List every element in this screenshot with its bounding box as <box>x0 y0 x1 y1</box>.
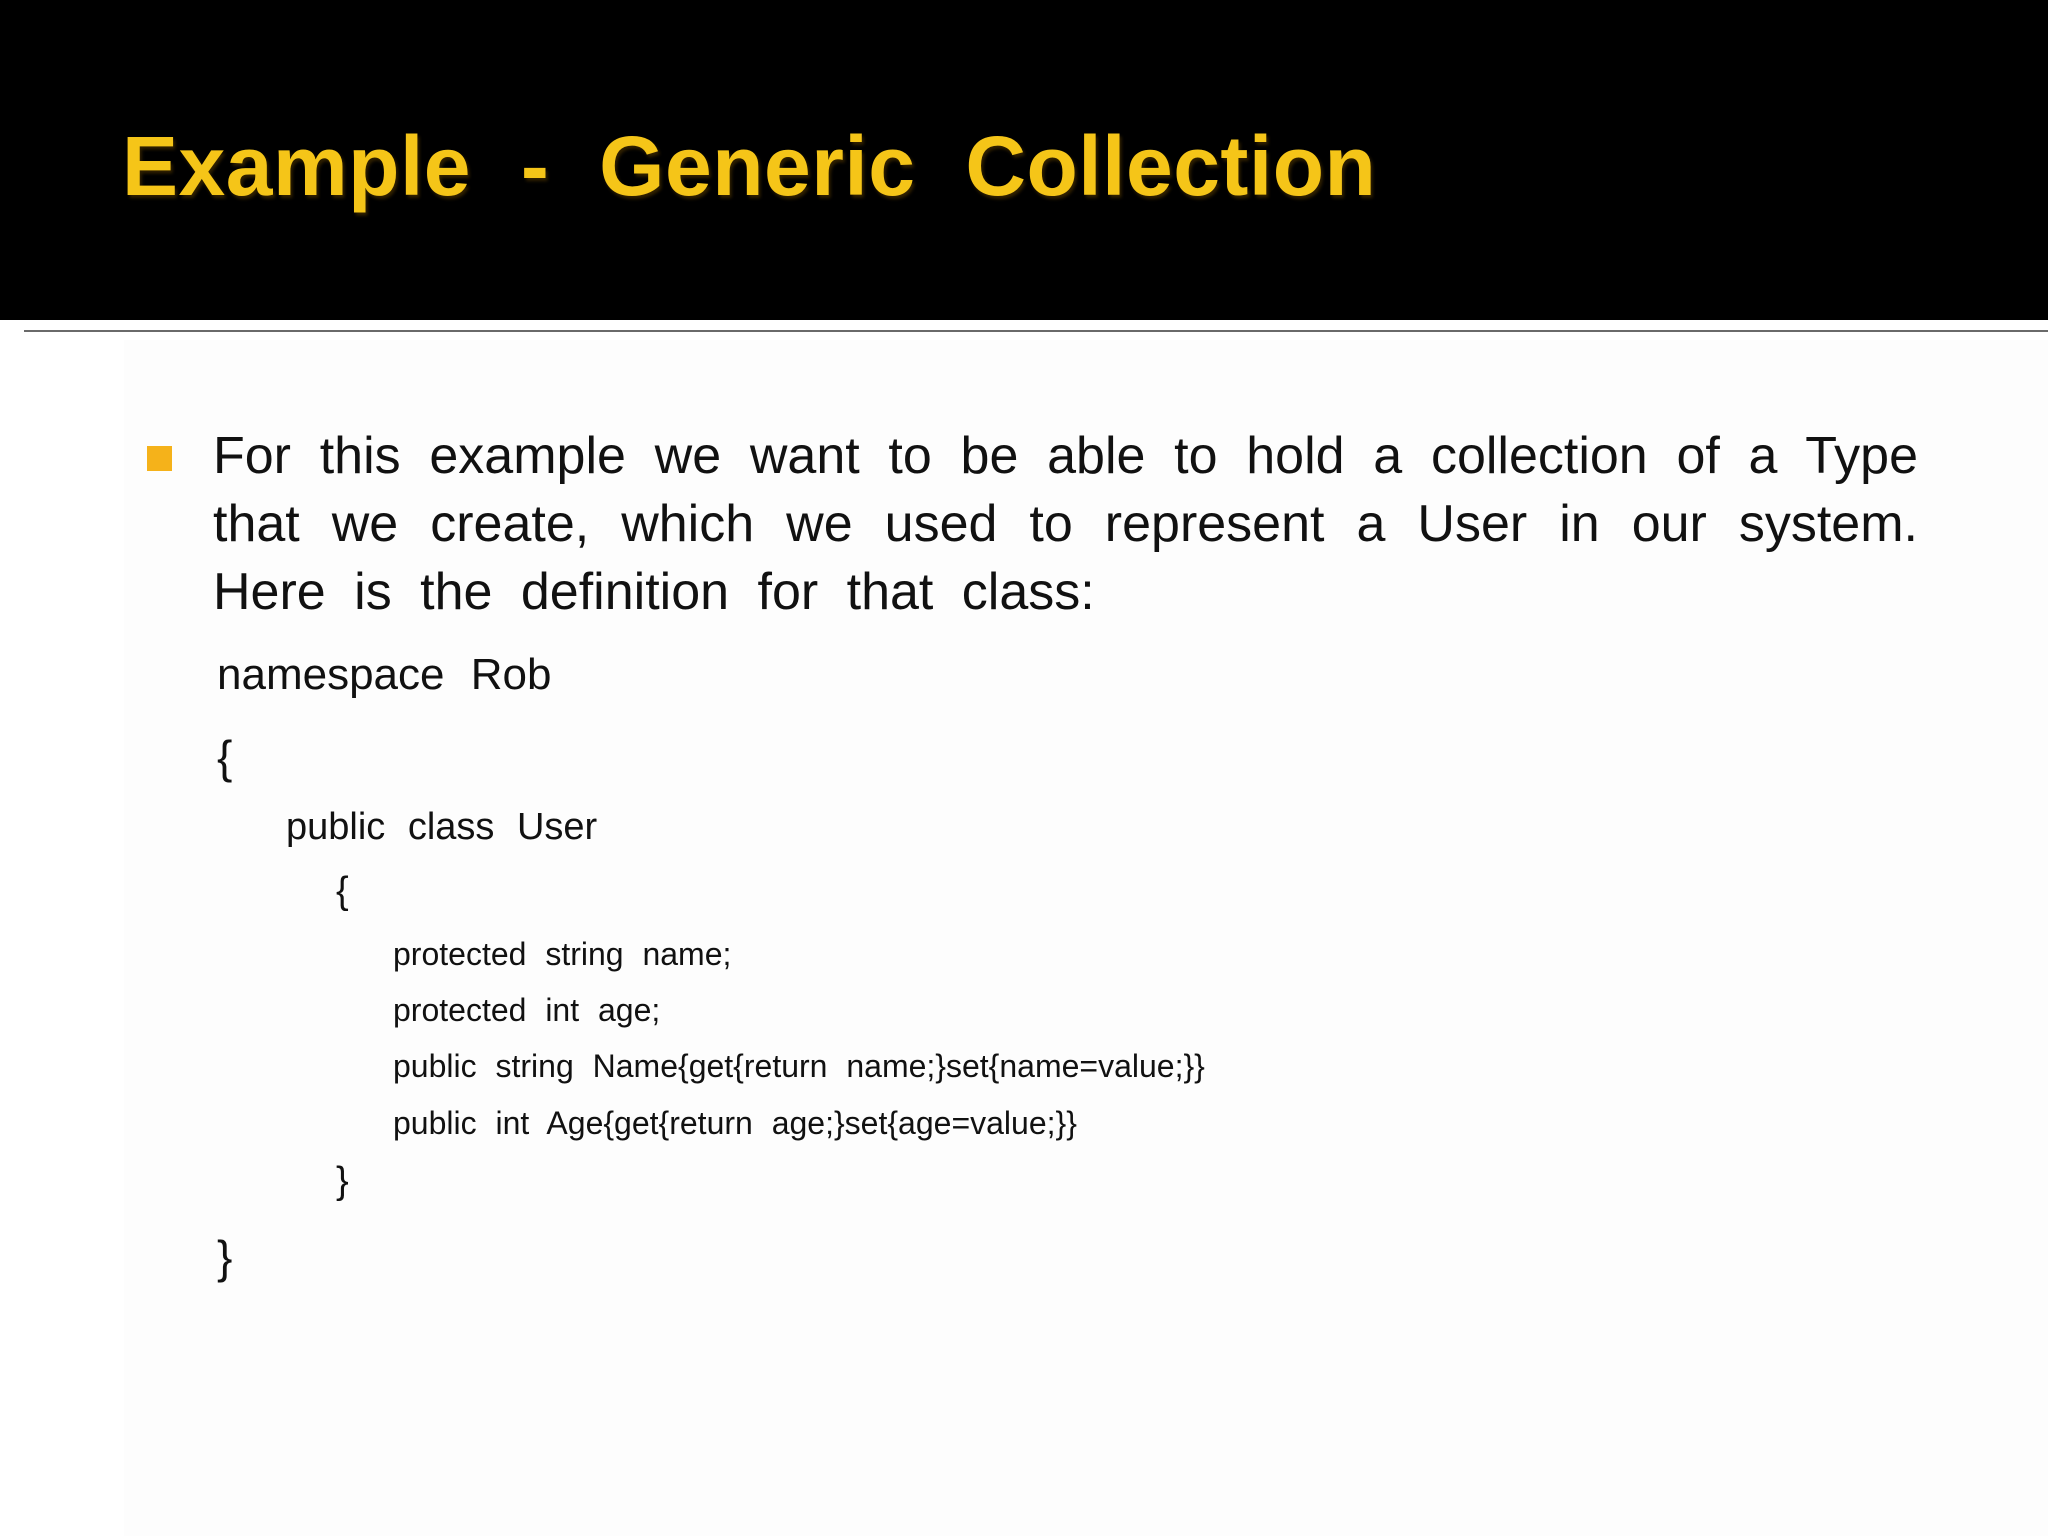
code-line: protected int age; <box>393 992 661 1028</box>
bullet-text: For this example we want to be able to hold a collection of a Type that we create, which we used to represent a User in our system. Here is the definition for that class: <box>213 427 1918 621</box>
header-divider <box>24 330 2048 332</box>
code-line: protected string name; <box>393 936 732 972</box>
code-line: public class User <box>286 806 598 848</box>
square-bullet-icon <box>147 446 172 471</box>
slide-title: Example - Generic Collection <box>122 119 1377 213</box>
code-line: { <box>336 870 349 912</box>
code-line: namespace Rob <box>217 650 552 699</box>
code-line: { <box>217 731 233 783</box>
code-line: } <box>336 1160 349 1202</box>
code-line: } <box>217 1231 233 1283</box>
code-line: public string Name{get{return name;}set{name=value;}} <box>393 1048 1205 1084</box>
code-line: public int Age{get{return age;}set{age=value;}} <box>393 1105 1077 1141</box>
title-bar <box>0 0 2048 320</box>
